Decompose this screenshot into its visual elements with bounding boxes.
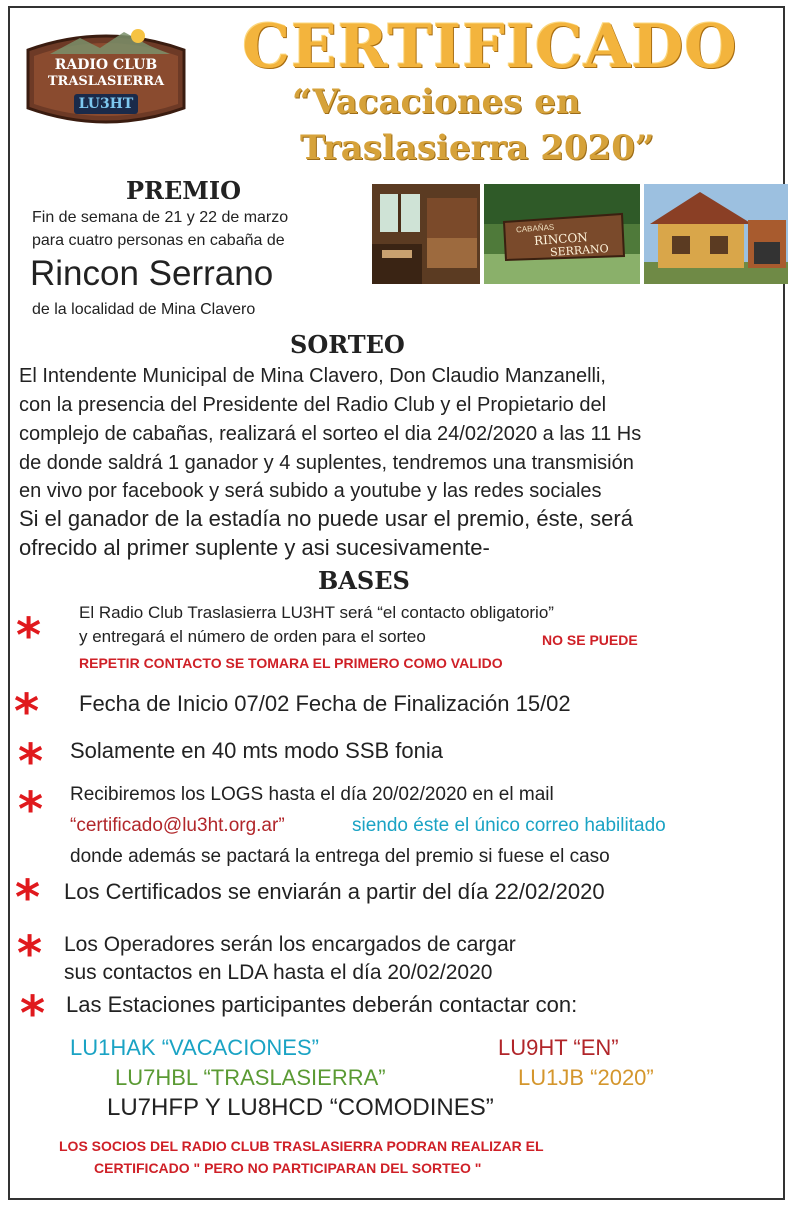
sorteo-line4: de donde saldrá 1 ganador y 4 suplentes, tendremos una transmisión xyxy=(19,452,634,474)
radio-club-logo xyxy=(20,24,192,128)
sorteo-line1: El Intendente Municipal de Mina Clavero, Don Claudio Manzanelli, xyxy=(19,365,606,387)
base4-line3: donde además se pactará la entrega del premio si fuese el caso xyxy=(70,846,610,867)
station-lu1jb: LU1JB “2020” xyxy=(518,1065,654,1090)
base4-email-note: siendo éste el único correo habilitado xyxy=(352,815,666,836)
base1-warning1: NO SE PUEDE xyxy=(542,632,638,648)
certificate-title: CERTIFICADO xyxy=(242,12,738,82)
bullet-star-icon: * xyxy=(18,782,44,838)
premio-location: de la localidad de Mina Clavero xyxy=(32,301,256,318)
sorteo-line2: con la presencia del Presidente del Radio Club y el Propietario del xyxy=(19,394,607,416)
sorteo-heading: SORTEO xyxy=(290,330,405,359)
cabin-exterior-photo xyxy=(644,184,788,284)
bullet-star-icon: * xyxy=(17,926,43,982)
base1-line1: El Radio Club Traslasierra LU3HT será “el contacto obligatorio” xyxy=(79,603,554,622)
base7-stations: Las Estaciones participantes deberán contactar con: xyxy=(66,992,578,1017)
base3-band: Solamente en 40 mts modo SSB fonia xyxy=(70,738,443,763)
logo-callsign: LU3HT xyxy=(74,94,138,114)
cabin-sign-photo xyxy=(484,184,640,284)
subtitle-line2: Traslasierra 2020” xyxy=(300,128,655,168)
sorteo-line5: en vivo por facebook y será subido a youtube y las redes sociales xyxy=(19,480,602,502)
sorteo-line7: ofrecido al primer suplente y asi sucesivamente- xyxy=(19,535,490,560)
footer-line2: CERTIFICADO " PERO NO PARTICIPARAN DEL SORTEO " xyxy=(94,1160,482,1176)
base4-line1: Recibiremos los LOGS hasta el día 20/02/2020 en el mail xyxy=(70,784,554,805)
base6-line2: sus contactos en LDA hasta el día 20/02/2020 xyxy=(64,961,493,984)
station-lu9ht: LU9HT “EN” xyxy=(498,1035,619,1060)
base6-line1: Los Operadores serán los encargados de cargar xyxy=(64,933,516,956)
bullet-star-icon: * xyxy=(16,608,42,664)
base1-line2: y entregará el número de orden para el sorteo xyxy=(79,627,426,646)
premio-heading: PREMIO xyxy=(126,176,241,205)
sign-text-serrano: SERRANO xyxy=(549,241,610,260)
base5-certificates: Los Certificados se enviarán a partir del día 22/02/2020 xyxy=(64,879,605,904)
station-comodines: LU7HFP Y LU8HCD “COMODINES” xyxy=(107,1094,494,1121)
sign-text-rincon: RINCON xyxy=(533,230,589,248)
footer-line1: LOS SOCIOS DEL RADIO CLUB TRASLASIERRA PODRAN REALIZAR EL xyxy=(59,1138,544,1154)
bullet-star-icon: * xyxy=(18,734,44,790)
subtitle-line1: “Vacaciones en xyxy=(292,82,581,122)
bullet-star-icon: * xyxy=(14,684,40,740)
bullet-star-icon: * xyxy=(15,870,41,926)
bullet-star-icon: * xyxy=(20,986,46,1042)
premio-line1: Fin de semana de 21 y 22 de marzo xyxy=(32,209,289,226)
logo-line1: RADIO CLUB xyxy=(54,57,158,73)
station-lu7hbl: LU7HBL “TRASLASIERRA” xyxy=(115,1065,386,1090)
sorteo-line3: complejo de cabañas, realizará el sorteo el dia 24/02/2020 a las 11 Hs xyxy=(19,423,642,445)
station-lu1hak: LU1HAK “VACACIONES” xyxy=(70,1035,319,1060)
base1-warning2: REPETIR CONTACTO SE TOMARA EL PRIMERO COMO VALIDO xyxy=(79,655,503,671)
sign-text-cabanas: CABAÑAS xyxy=(515,222,555,235)
logo-line2: TRASLASIERRA xyxy=(47,74,165,89)
premio-place: Rincon Serrano xyxy=(30,254,274,293)
base4-email[interactable]: “certificado@lu3ht.org.ar” xyxy=(70,815,285,836)
bases-heading: BASES xyxy=(318,566,410,595)
cabin-interior-photo xyxy=(372,184,480,284)
premio-line2: para cuatro personas en cabaña de xyxy=(32,232,285,249)
base2-dates: Fecha de Inicio 07/02 Fecha de Finalización 15/02 xyxy=(79,691,571,716)
sorteo-line6: Si el ganador de la estadía no puede usar el premio, éste, será xyxy=(19,506,633,531)
